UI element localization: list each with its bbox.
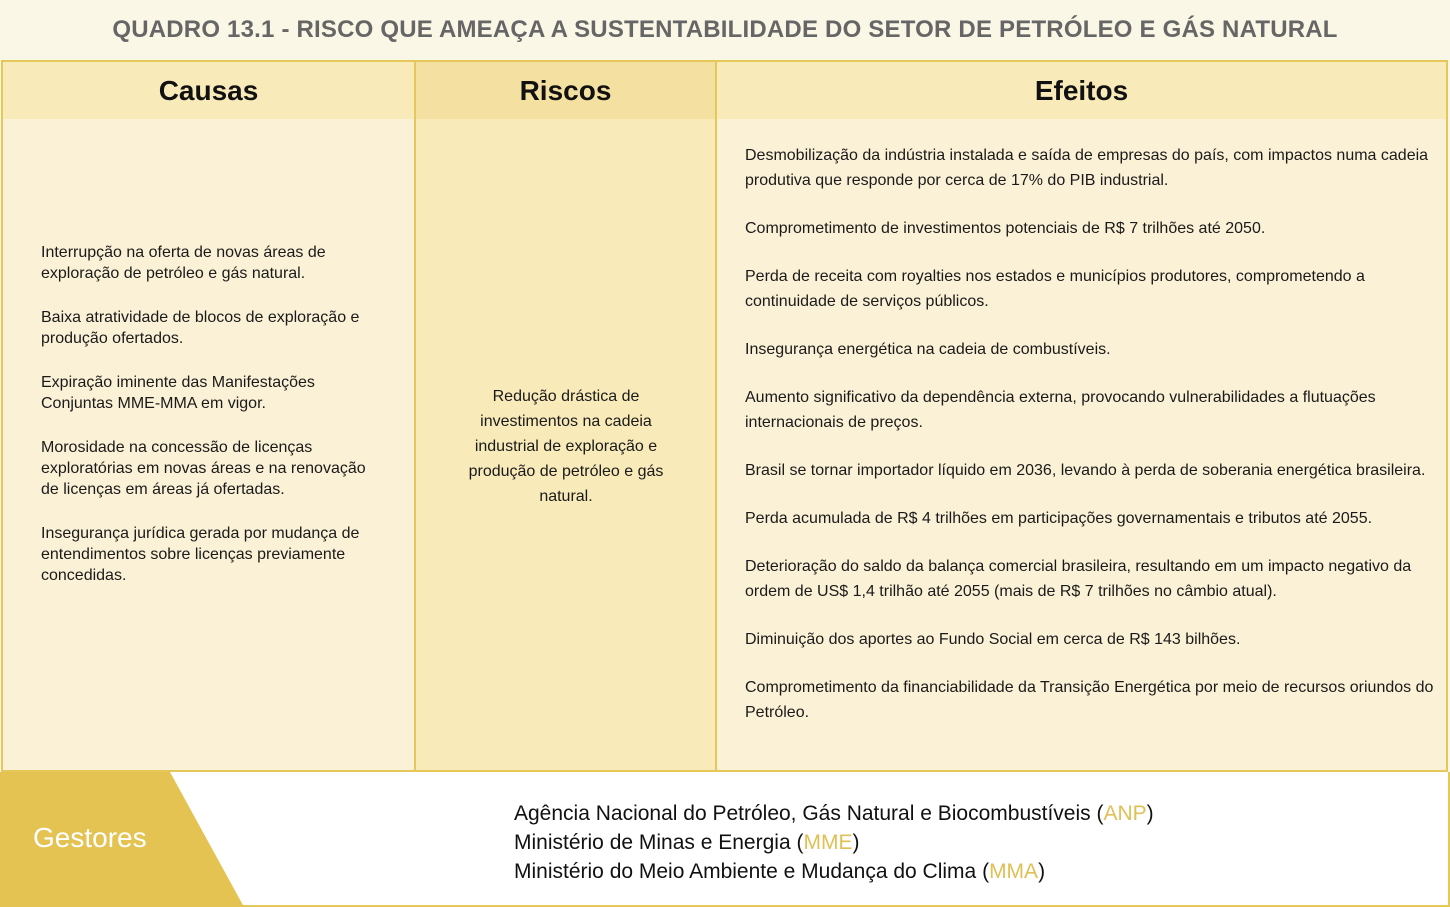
list-item: Perda acumulada de R$ 4 trilhões em participações governamentais e tributos até 2055.: [745, 510, 1373, 527]
gestor-mme: Ministério de Minas e Energia (MME): [514, 831, 860, 854]
page-title: QUADRO 13.1 - RISCO QUE AMEAÇA A SUSTENTABILIDADE DO SETOR DE PETRÓLEO E GÁS NATURAL: [0, 0, 1450, 60]
list-item: Deterioração do saldo da balança comercial brasileira, resultando em um impacto negativo da ordem de US$ 1,4 trilhão até 2055 (mais de R$ 7 trilhões no câmbio atual).: [745, 558, 1412, 600]
list-item: Interrupção na oferta de novas áreas de exploração de petróleo e gás natural.: [41, 244, 326, 282]
causas-list: [41, 242, 386, 609]
list-item: Brasil se tornar importador líquido em 2036, levando à perda de soberania energética brasileira.: [745, 462, 1426, 479]
list-item: Comprometimento de investimentos potenciais de R$ 7 trilhões até 2050.: [745, 220, 1266, 237]
list-item: Baixa atratividade de blocos de exploração e produção ofertados.: [41, 309, 360, 347]
gestor-acronym: MMA: [989, 860, 1039, 883]
list-item: Comprometimento da financiabilidade da Transição Energética por meio de recursos oriundos do Petróleo.: [745, 679, 1434, 721]
gestor-anp: Agência Nacional do Petróleo, Gás Natural e Biocombustíveis (ANP): [514, 802, 1154, 825]
column-causas: [3, 62, 416, 770]
list-item: Expiração iminente das Manifestações Conjuntas MME-MMA em vigor.: [41, 374, 315, 412]
column-header-efeitos: Efeitos: [717, 62, 1446, 119]
list-item: Insegurança energética na cadeia de combustíveis.: [745, 341, 1111, 358]
column-header-causas: Causas: [3, 62, 414, 119]
risk-table: [1, 60, 1448, 772]
list-item: Insegurança jurídica gerada por mudança de entendimentos sobre licenças previamente concedidas.: [41, 525, 360, 584]
list-item: Perda de receita com royalties nos estados e municípios produtores, comprometendo a continuidade de serviços públicos.: [745, 268, 1365, 310]
list-item: Desmobilização da indústria instalada e saída de empresas do país, com impactos numa cadeia produtiva que responde por cerca de 17% do PIB industrial.: [745, 147, 1429, 189]
gestores-footer: [0, 772, 1450, 907]
column-efeitos: [717, 62, 1446, 770]
gestores-list: [514, 799, 1154, 886]
gestor-acronym: MME: [803, 831, 853, 854]
gestores-label: Gestores: [33, 822, 147, 853]
efeitos-list: [745, 143, 1435, 748]
gestor-mma: Ministério do Meio Ambiente e Mudança do Clima (MMA): [514, 860, 1046, 883]
list-item: Morosidade na concessão de licenças exploratórias em novas áreas e na renovação de licenças em áreas já ofertadas.: [41, 439, 366, 498]
gestor-acronym: ANP: [1103, 802, 1147, 825]
risco-text: Redução drástica de investimentos na cadeia industrial de exploração e produção de petróleo e gás natural.: [468, 388, 664, 505]
list-item: Diminuição dos aportes ao Fundo Social em cerca de R$ 143 bilhões.: [745, 631, 1241, 648]
column-riscos: [416, 62, 717, 770]
column-header-riscos: Riscos: [416, 62, 715, 119]
list-item: Aumento significativo da dependência externa, provocando vulnerabilidades a flutuações internacionais de preços.: [745, 389, 1376, 431]
